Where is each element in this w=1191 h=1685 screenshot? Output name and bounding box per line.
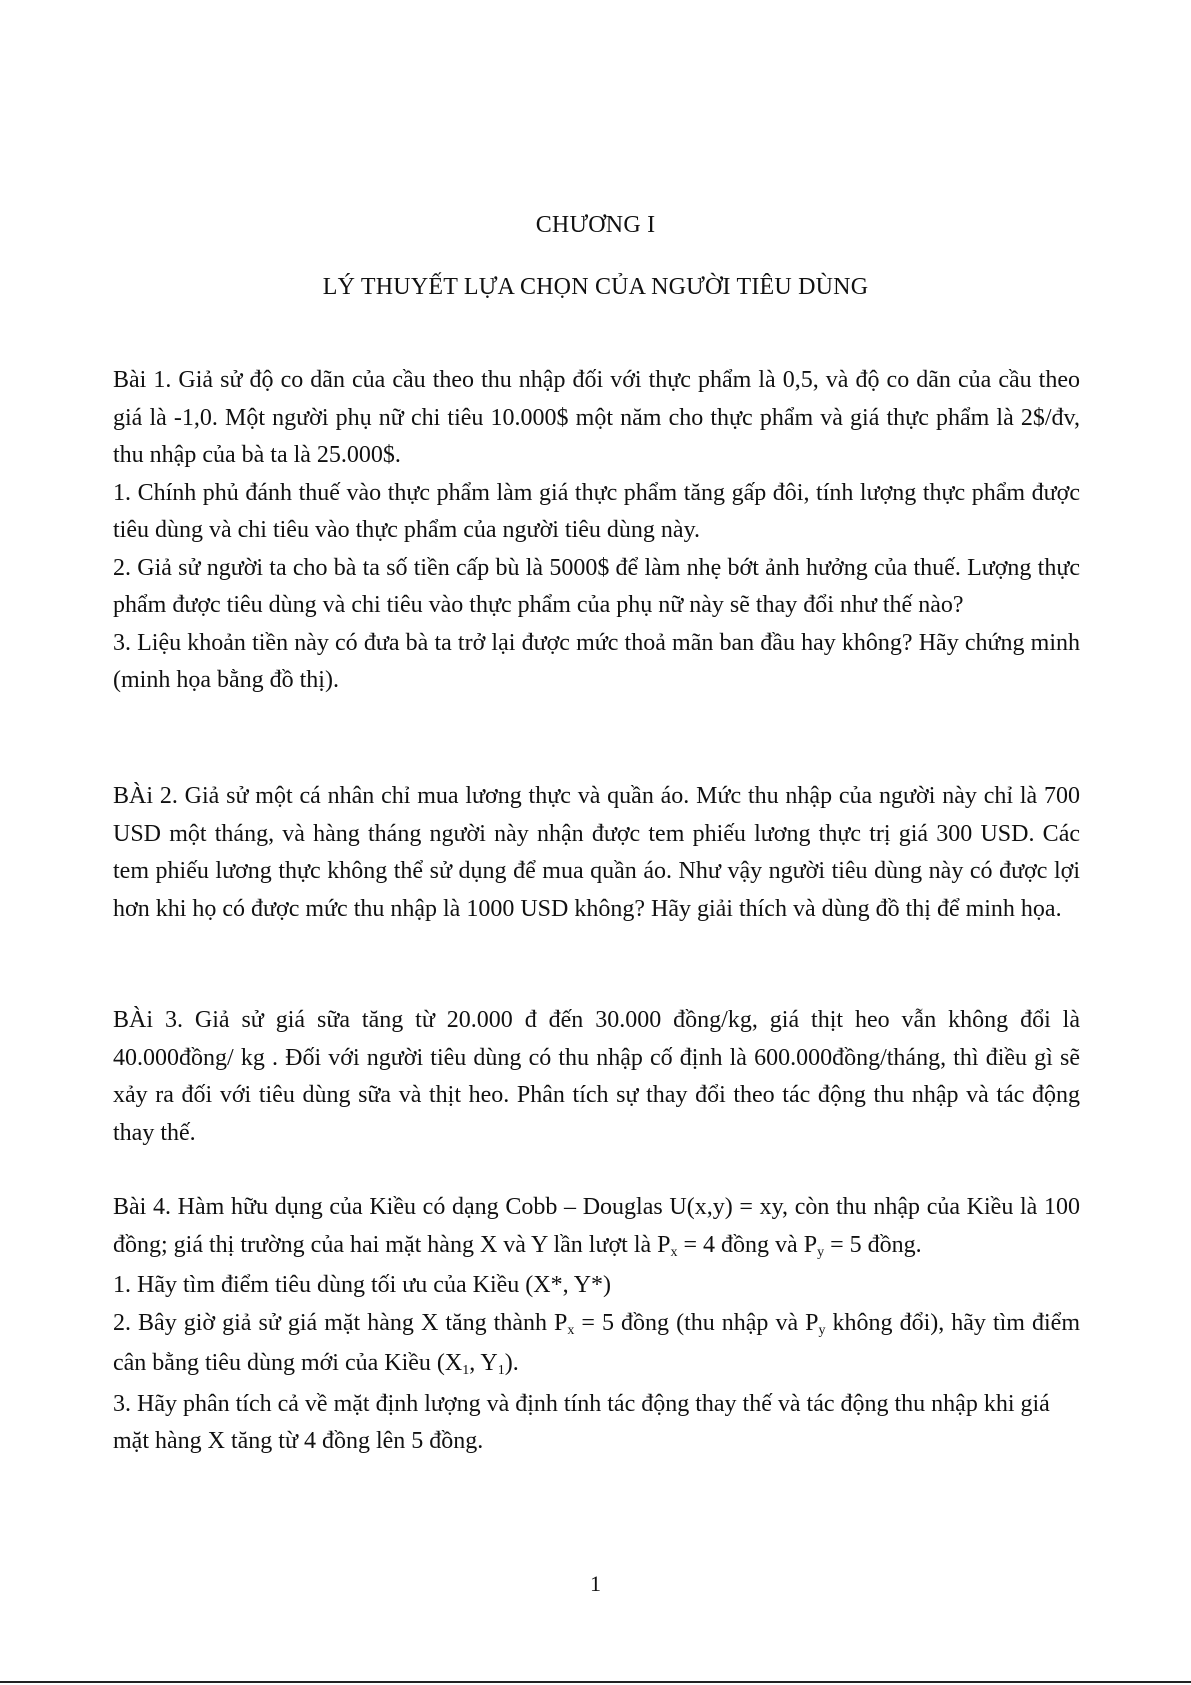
exercise-3-text: BÀi 3. Giả sử giá sữa tăng từ 20.000 đ đến 30.000 đồng/kg, giá thịt heo vẫn không đổi là 40.000đồng/ kg . Đối với người tiêu dùng có thu nhập cố định là 600.000đồng/tháng, thì điều gì sẽ xảy ra đối với tiêu dùng sữa và thịt heo. Phân tích sự thay đổi theo tác động thu nhập và tác động thay thế. xyxy=(113,1007,1080,1146)
exercise-4-intro-part-a: Bài 4. Hàm hữu dụng của Kiều có dạng Cobb – Douglas U(x,y) = xy, còn thu nhập của Kiều là 100 đồng; giá thị trường của hai mặt hàng X và Y lần lượt là P xyxy=(113,1194,1080,1258)
exercise-4-q2-part-a: 2. Bây giờ giả sử giá mặt hàng X tăng thành P xyxy=(113,1309,568,1336)
exercise-1-question-1: 1. Chính phủ đánh thuế vào thực phẩm làm giá thực phẩm tăng gấp đôi, tính lượng thực phẩm được tiêu dùng và chi tiêu vào thực phẩm của người tiêu dùng này. xyxy=(113,479,1080,543)
subscript-y: y xyxy=(818,1322,826,1338)
chapter-heading: CHƯƠNG I xyxy=(535,212,656,238)
exercise-1 xyxy=(113,362,1080,700)
exercise-1-intro: Bài 1. Giả sử độ co dãn của cầu theo thu nhập đối với thực phẩm là 0,5, và độ co dãn của cầu theo giá là -1,0. Một người phụ nữ chi tiêu 10.000$ một năm cho thực phẩm và giá thực phẩm là 2$/đv, thu nhập của bà ta là 25.000$. xyxy=(113,367,1080,468)
subscript-1: 1 xyxy=(462,1363,470,1378)
chapter-title: LÝ THUYẾT LỰA CHỌN CỦA NGƯỜI TIÊU DÙNG xyxy=(322,274,869,300)
subscript-1: 1 xyxy=(497,1363,505,1378)
exercise-4-q2-part-c: không đổi), hãy tìm điểm cân bằng tiêu dùng mới của Kiều (X xyxy=(113,1309,1080,1376)
exercise-4-question-1: 1. Hãy tìm điểm tiêu dùng tối ưu của Kiều (X*, Y*) xyxy=(113,1272,612,1298)
exercise-4-q2-part-b: = 5 đồng (thu nhập và P xyxy=(574,1309,819,1336)
exercise-3 xyxy=(113,1002,1080,1152)
exercise-4-intro-part-c: = 5 đồng. xyxy=(824,1231,922,1258)
exercise-4-q2-part-d: , Y xyxy=(469,1350,498,1376)
exercise-2-text: BÀi 2. Giả sử một cá nhân chỉ mua lương thực và quần áo. Mức thu nhập của người này chỉ là 700 USD một tháng, và hàng tháng người này nhận được tem phiếu lương thực trị giá 300 USD. Các tem phiếu lương thực không thể sử dụng để mua quần áo. Như vậy người tiêu dùng này có được lợi hơn khi họ có được mức thu nhập là 1000 USD không? Hãy giải thích và dùng đồ thị để minh họa. xyxy=(113,783,1080,922)
exercise-4 xyxy=(113,1189,1080,1461)
exercise-4-intro xyxy=(113,1189,1080,1267)
page-number: 1 xyxy=(590,1571,601,1596)
exercise-4-intro-part-b: = 4 đồng và P xyxy=(677,1231,818,1258)
exercise-1-question-2: 2. Giả sử người ta cho bà ta số tiền cấp bù là 5000$ để làm nhẹ bớt ảnh hưởng của thuế. Lượng thực phẩm được tiêu dùng và chi tiêu vào thực phẩm của phụ nữ này sẽ thay đổi như thế nào? xyxy=(113,554,1080,618)
subscript-x: x xyxy=(567,1322,575,1338)
subscript-y: y xyxy=(817,1244,825,1260)
bottom-divider xyxy=(0,1681,1191,1683)
subscript-x: x xyxy=(670,1244,678,1260)
exercise-4-q2-part-e: ). xyxy=(504,1350,519,1376)
exercise-4-question-2 xyxy=(113,1305,1080,1386)
exercise-1-question-3: 3. Liệu khoản tiền này có đưa bà ta trở lại được mức thoả mãn ban đầu hay không? Hãy chứng minh (minh họa bằng đồ thị). xyxy=(113,629,1080,693)
exercise-4-question-3: 3. Hãy phân tích cả về mặt định lượng và định tính tác động thay thế và tác động thu nhập khi giá mặt hàng X tăng từ 4 đồng lên 5 đồng. xyxy=(113,1390,1050,1454)
exercise-2 xyxy=(113,778,1080,928)
